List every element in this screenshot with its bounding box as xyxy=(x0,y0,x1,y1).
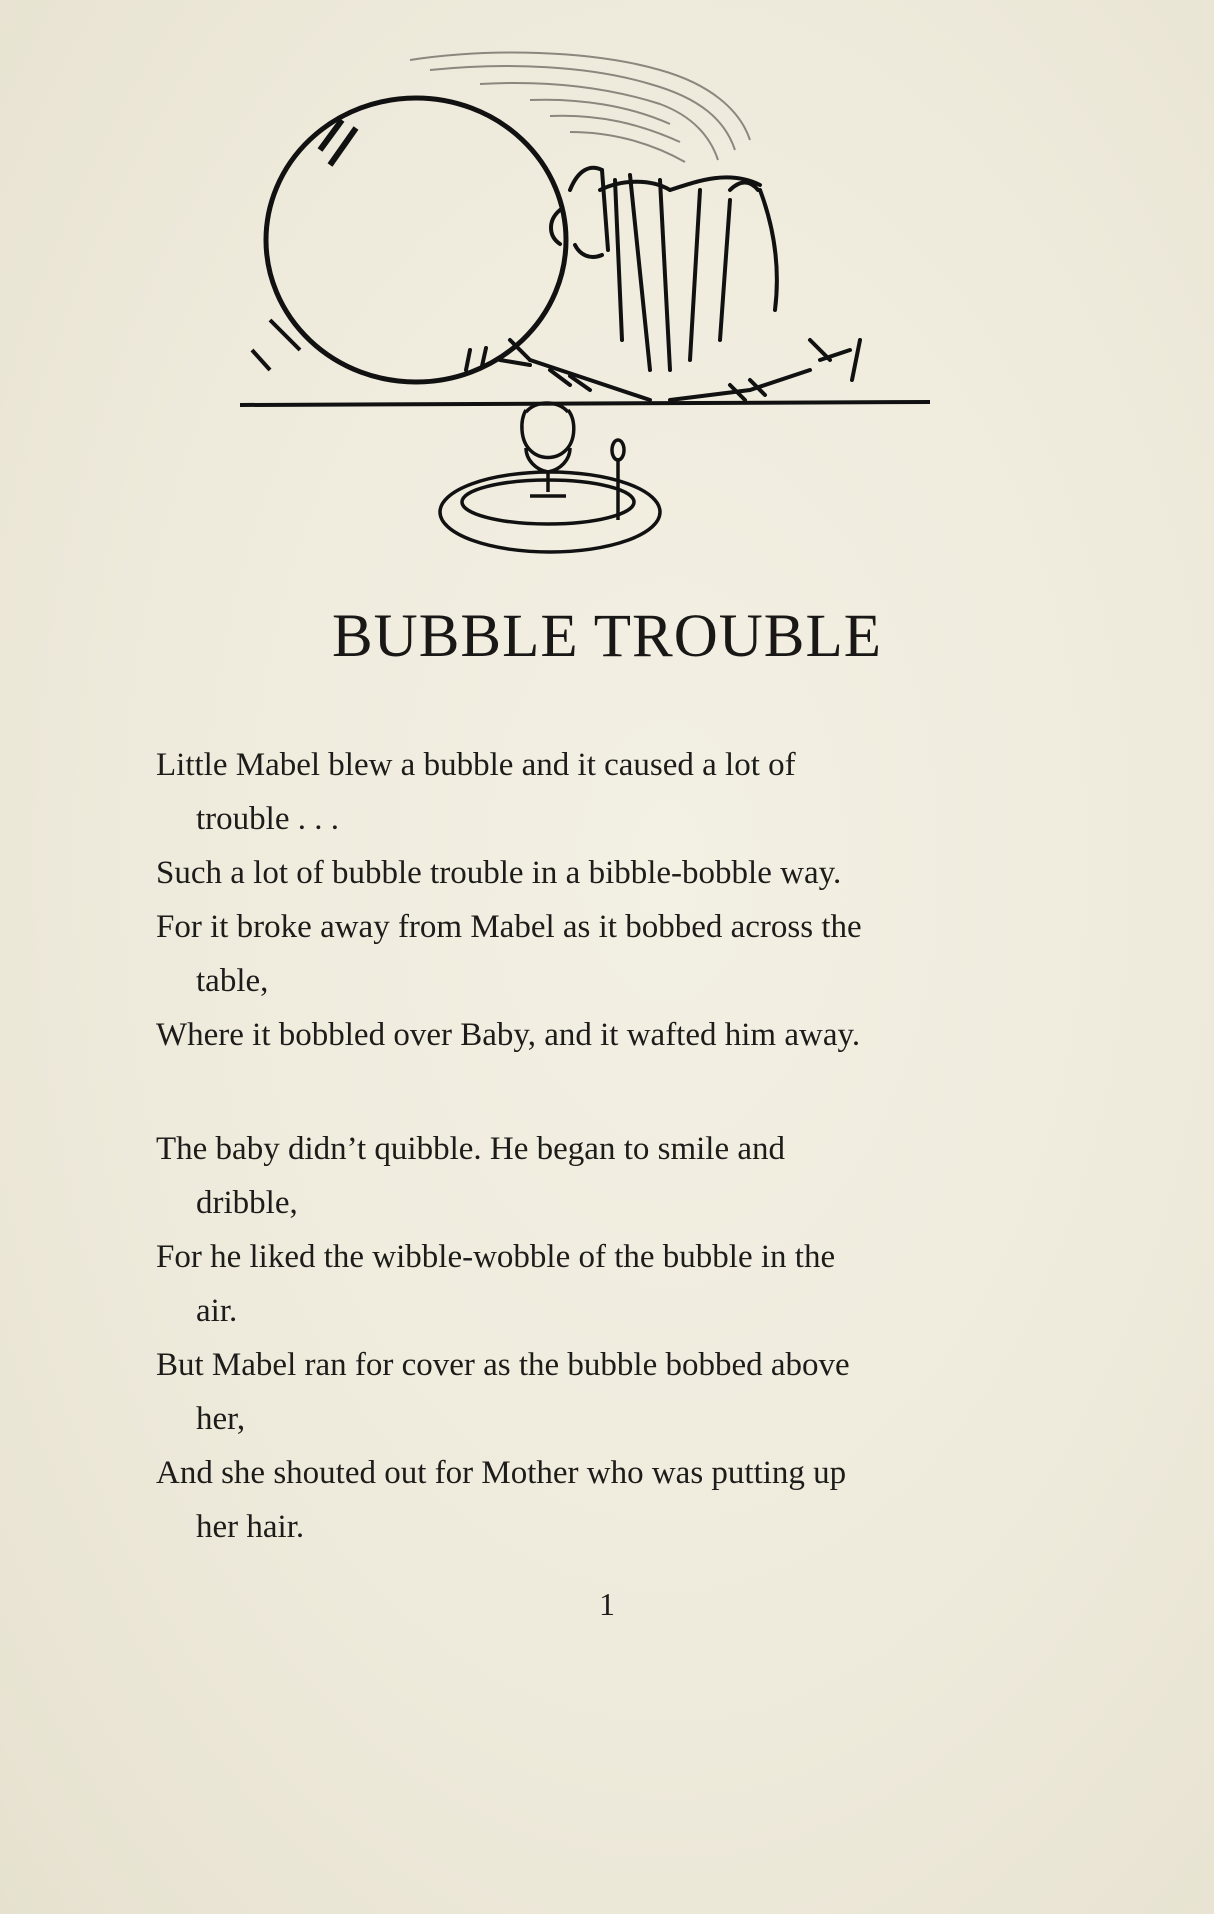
line-text: Where it bobbled over Baby, and it wafted him away. xyxy=(156,1017,861,1053)
line-text: The baby didn’t quibble. He began to smile and xyxy=(156,1131,785,1167)
poem-line xyxy=(156,900,1116,1008)
page-number: 1 xyxy=(599,1586,615,1622)
bubble-shape xyxy=(266,98,566,382)
girl-figure xyxy=(466,168,860,400)
line-continuation: dribble, xyxy=(196,1185,298,1221)
table-line xyxy=(240,402,930,405)
hair-shading xyxy=(410,53,750,162)
stanza-1 xyxy=(156,738,1116,1062)
line-text: But Mabel ran for cover as the bubble bobbed above xyxy=(156,1347,850,1383)
line-text: Such a lot of bubble trouble in a bibble-bobble way. xyxy=(156,855,842,891)
line-continuation: air. xyxy=(196,1293,238,1329)
line-continuation: table, xyxy=(196,963,269,999)
line-text: And she shouted out for Mother who was putting up xyxy=(156,1455,847,1491)
bubble-illustration xyxy=(230,40,950,580)
poem-line xyxy=(156,1446,1116,1554)
poem-line xyxy=(156,1230,1116,1338)
poem-line xyxy=(156,1338,1116,1446)
line-text: For he liked the wibble-wobble of the bubble in the xyxy=(156,1239,836,1275)
line-text: For it broke away from Mabel as it bobbed across the xyxy=(156,909,862,945)
poem-line xyxy=(156,738,1116,846)
poem-title: BUBBLE TROUBLE xyxy=(331,603,883,670)
poem-line xyxy=(156,1008,1116,1062)
poem-line xyxy=(156,1122,1116,1230)
line-continuation: her, xyxy=(196,1401,246,1437)
poem-body xyxy=(156,738,1116,1614)
line-text: Little Mabel blew a bubble and it caused a lot of xyxy=(156,747,796,783)
line-continuation: her hair. xyxy=(196,1509,305,1545)
stanza-2 xyxy=(156,1122,1116,1554)
poem-line xyxy=(156,846,1116,900)
line-continuation: trouble . . . xyxy=(196,801,339,837)
egg-cup xyxy=(440,403,660,552)
